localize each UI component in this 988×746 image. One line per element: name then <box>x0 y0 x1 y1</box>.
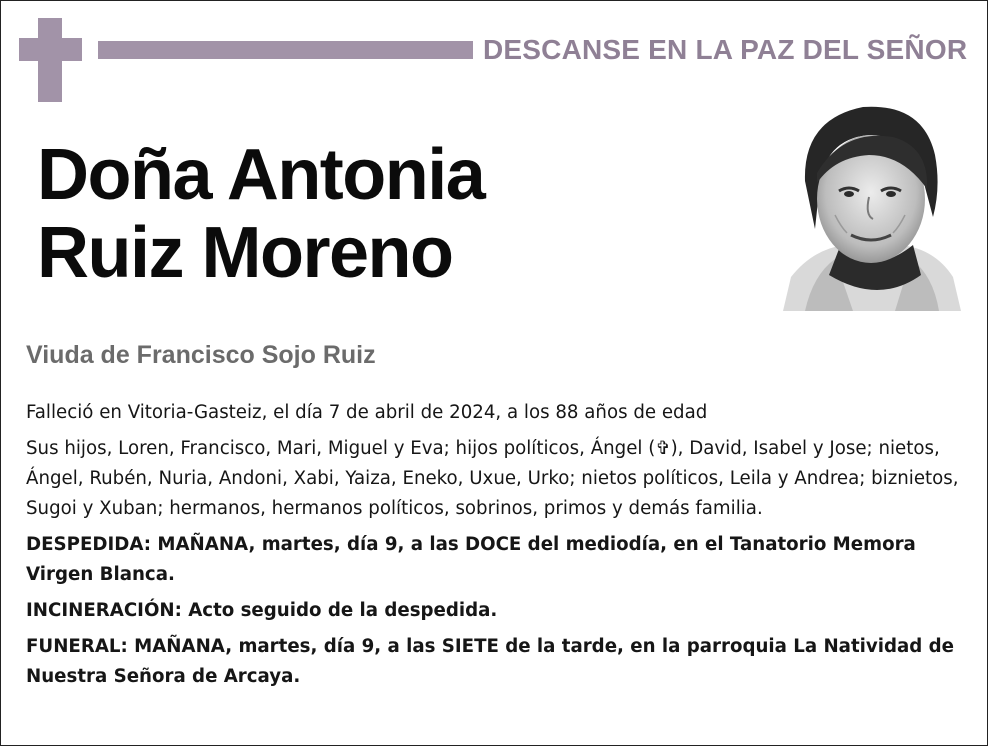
header-rule <box>98 41 473 59</box>
rip-heading: DESCANSE EN LA PAZ DEL SEÑOR <box>483 34 968 65</box>
farewell-info: DESPEDIDA: MAÑANA, martes, día 9, a las DOCE del mediodía, en el Tanatorio Memora Virgen Blanca. <box>26 534 916 585</box>
name-line-1: Doña Antonia <box>37 135 485 215</box>
widow-of: Viuda de Francisco Sojo Ruiz <box>26 341 376 369</box>
deceased-name <box>37 136 757 292</box>
name-line-2: Ruiz Moreno <box>37 213 453 293</box>
cremation-info: INCINERACIÓN: Acto seguido de la despedida. <box>26 600 498 621</box>
family-list: Sus hijos, Loren, Francisco, Mari, Miguel y Eva; hijos políticos, Ángel (✞), David, Isabel y Jose; nietos, Ángel, Rubén, Nuria, Andoni, Xabi, Yaiza, Eneko, Uxue, Urko; nietos políticos, Leila y Andrea; biznietos, Sugoi y Xuban; hermanos, hermanos políticos, sobrinos, primos y demás familia. <box>26 438 959 519</box>
funeral-info: FUNERAL: MAÑANA, martes, día 9, a las SIETE de la tarde, en la parroquia La Natividad de Nuestra Señora de Arcaya. <box>26 636 954 687</box>
portrait-photo <box>783 99 961 311</box>
notice-body <box>26 398 971 698</box>
death-notice: Falleció en Vitoria-Gasteiz, el día 7 de abril de 2024, a los 88 años de edad <box>26 402 708 423</box>
cross-icon-bar <box>19 38 82 61</box>
